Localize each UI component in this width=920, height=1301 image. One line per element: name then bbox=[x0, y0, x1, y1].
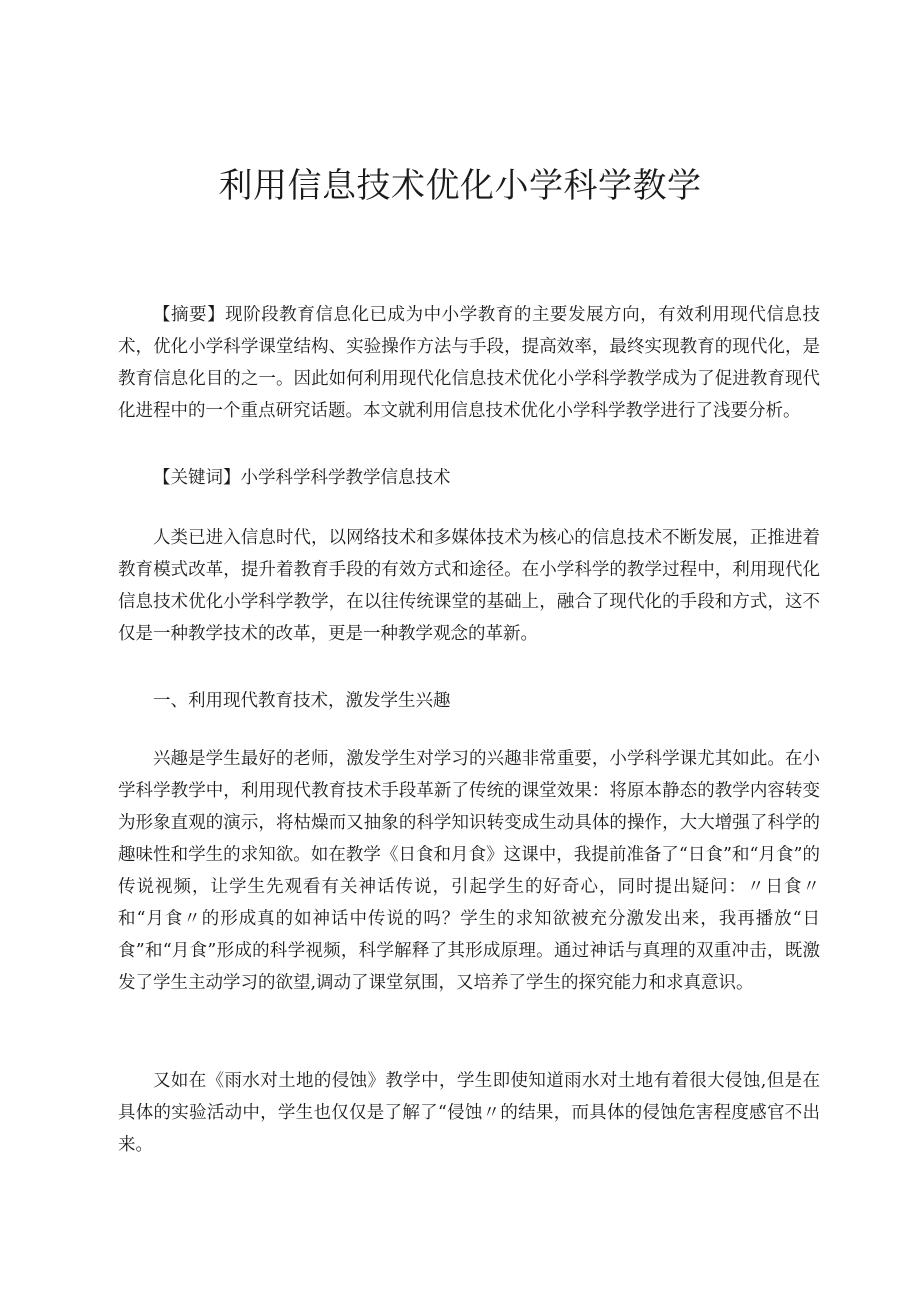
body-paragraph-2: 兴趣是学生最好的老师，激发学生对学习的兴趣非常重要，小学科学课尤其如此。在小学科学教学中，利用现代教育技术手段革新了传统的课堂效果：将原本静态的教学内容转变为形象直观的演示，将枯燥而又抽象的科学知识转变成生动具体的操作，大大增强了科学的趣味性和学生的求知欲。如在教学《日食和月食》这课中，我提前准备了“日食”和“月食”的传说视频，让学生先观看有关神话传说，引起学生的好奇心，同时提出疑问：〃日食〃和“月食〃的形成真的如神话中传说的吗？学生的求知欲被充分激发出来，我再播放“日食”和“月食”形成的科学视频，科学解释了其形成原理。通过神话与真理的双重冲击，既激发了学生主动学习的欲望,调动了课堂氛围，又培养了学生的探究能力和求真意识。 bbox=[118, 749, 820, 993]
body-paragraph-3: 又如在《雨水对土地的侵蚀》教学中，学生即使知道雨水对土地有着很大侵蚀,但是在具体的实验活动中，学生也仅仅是了解了“侵蚀〃的结果，而具体的侵蚀危害程度感官不出来。 bbox=[118, 1071, 820, 1155]
section-heading-1: 一、利用现代教育技术，激发学生兴趣 bbox=[153, 691, 451, 711]
abstract-paragraph: 【摘要】现阶段教育信息化已成为中小学教育的主要发展方向，有效利用现代信息技术，优化小学科学课堂结构、实验操作方法与手段，提高效率，最终实现教育的现代化，是教育信息化目的之一。因此如何利用现代化信息技术优化小学科学教学成为了促进教育现代化进程中的一个重点研究话题。本文就利用信息技术优化小学科学教学进行了浅要分析。 bbox=[118, 305, 820, 421]
body-paragraph-1: 人类已进入信息时代，以网络技术和多媒体技术为核心的信息技术不断发展，正推进着教育模式改革，提升着教育手段的有效方式和途径。在小学科学的教学过程中，利用现代化信息技术优化小学科学教学，在以往传统课堂的基础上，融合了现代化的手段和方式，这不仅是一种教学技术的改革，更是一种教学观念的革新。 bbox=[118, 528, 820, 644]
document-title: 利用信息技术优化小学科学教学 bbox=[218, 166, 702, 206]
keywords-line: 【关键词】小学科学科学教学信息技术 bbox=[153, 468, 451, 488]
